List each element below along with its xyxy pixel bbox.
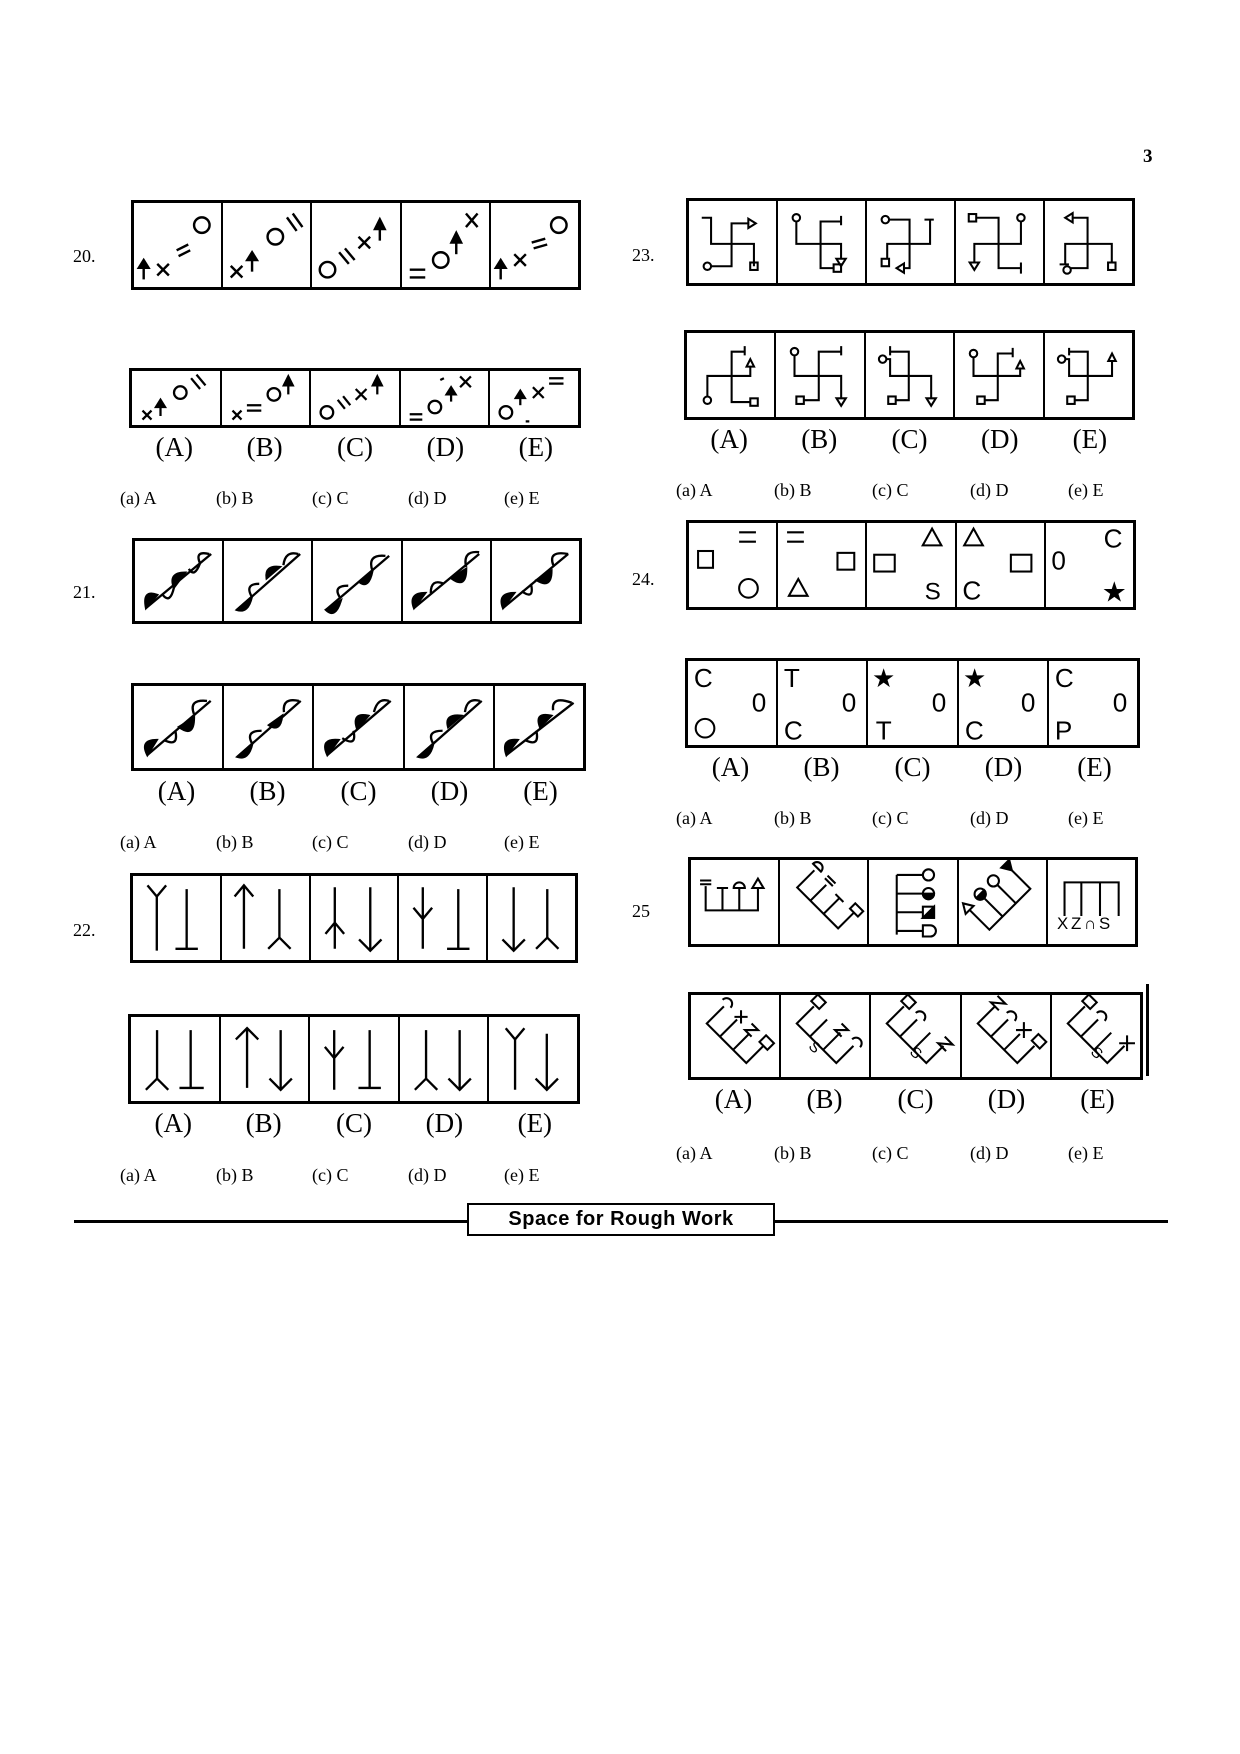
q22-problem-figure-3: [311, 876, 400, 960]
q23-problem-figure-5: [1045, 201, 1132, 283]
question-20-problem-figures: [131, 200, 581, 290]
svg-text:C: C: [1103, 523, 1123, 554]
option-d[interactable]: (d) D: [970, 808, 1009, 828]
q22-answer-figure-a[interactable]: [131, 1017, 221, 1101]
q23-answer-figure-c[interactable]: [866, 333, 955, 417]
q25-problem-figure-1: [691, 860, 780, 944]
q24-answer-figure-a[interactable]: [688, 661, 778, 745]
q25-answer-figure-c[interactable]: [871, 995, 961, 1077]
answer-letter-c: (C): [891, 424, 928, 454]
svg-text:★: ★: [1101, 577, 1127, 607]
q20-answer-letters: [129, 432, 581, 463]
svg-text:S: S: [906, 1044, 925, 1063]
option-b[interactable]: (b) B: [216, 832, 254, 852]
svg-text:0: 0: [932, 687, 947, 718]
q25-answer-figure-d[interactable]: [962, 995, 1052, 1077]
q20-answer-figure-d[interactable]: [401, 371, 491, 425]
answer-letter-a: (A): [154, 1108, 192, 1138]
q21-problem-figure-3: [313, 541, 402, 621]
q20-problem-figure-4: [402, 203, 491, 287]
q21-answer-figure-e[interactable]: [495, 686, 583, 768]
svg-text:0: 0: [1020, 687, 1035, 718]
option-d[interactable]: (d) D: [408, 832, 447, 852]
q23-answer-figure-d[interactable]: [955, 333, 1044, 417]
page-number: 3: [1143, 146, 1153, 167]
q25-answer-figure-a[interactable]: [691, 995, 781, 1077]
answer-letter-e: (E): [518, 432, 554, 462]
question-21-number: 21.: [73, 582, 96, 602]
question-21-problem-figures: [132, 538, 582, 624]
svg-text:0: 0: [841, 687, 857, 718]
answer-letter-a: (A): [714, 1084, 753, 1114]
q25-answer-options: [676, 1143, 1166, 1164]
q20-answer-figure-c[interactable]: [311, 371, 401, 425]
q21-answer-letters: [131, 776, 586, 807]
svg-text:P: P: [1054, 715, 1073, 745]
question-22-answer-figures: [128, 1014, 580, 1104]
option-a[interactable]: (a) A: [676, 480, 713, 500]
q24-problem-figure-2: [778, 523, 867, 607]
q25-letters-xzns: XZ∩S: [1056, 914, 1113, 934]
answer-letter-c: (C): [340, 776, 377, 806]
question-25-answer-figures: [688, 992, 1143, 1080]
option-c[interactable]: (c) C: [312, 832, 349, 852]
answer-letter-c: (C): [337, 432, 374, 462]
q23-problem-figure-3: [867, 201, 956, 283]
option-d[interactable]: (d) D: [970, 1143, 1009, 1163]
q22-answer-figure-d[interactable]: [400, 1017, 490, 1101]
question-23-problem-figures: [686, 198, 1135, 286]
q22-problem-figure-4: [399, 876, 488, 960]
question-25-number: 25: [632, 901, 650, 921]
answer-letter-a: (A): [155, 432, 193, 462]
answer-letter-e: (E): [1080, 1084, 1115, 1114]
option-e[interactable]: (e) E: [1068, 808, 1104, 828]
q25-problem-figure-5: [1048, 860, 1135, 944]
question-23-answer-figures: [684, 330, 1135, 420]
q21-answer-figure-a[interactable]: [134, 686, 224, 768]
q21-problem-figure-5: [492, 541, 579, 621]
answer-letter-a: (A): [711, 752, 750, 782]
q25-answer-figure-b[interactable]: [781, 995, 871, 1077]
answer-letter-c: (C): [894, 752, 931, 782]
q20-problem-figure-5: [491, 203, 578, 287]
answer-letter-b: (B): [245, 1108, 282, 1138]
option-a[interactable]: (a) A: [120, 832, 157, 852]
answer-letter-e: (E): [523, 776, 558, 806]
option-b[interactable]: (b) B: [774, 480, 812, 500]
svg-text:C: C: [693, 663, 713, 694]
answer-letter-b: (B): [803, 752, 840, 782]
question-24-problem-figures: [686, 520, 1136, 610]
question-20-number: 20.: [73, 246, 96, 266]
answer-letter-c: (C): [336, 1108, 373, 1138]
q20-answer-figure-a[interactable]: [132, 371, 222, 425]
q25-answer-figure-e[interactable]: [1052, 995, 1140, 1077]
option-e[interactable]: (e) E: [504, 1165, 540, 1185]
q21-answer-figure-b[interactable]: [224, 686, 314, 768]
answer-letter-e: (E): [1077, 752, 1112, 782]
answer-letter-c: (C): [897, 1084, 934, 1114]
q25-problem-figure-4: [959, 860, 1048, 944]
option-e[interactable]: (e) E: [504, 832, 540, 852]
svg-text:★: ★: [962, 664, 986, 694]
question-20-answer-figures: [129, 368, 581, 428]
option-b[interactable]: (b) B: [774, 808, 812, 828]
q22-answer-figure-e[interactable]: [489, 1017, 577, 1101]
option-e[interactable]: (e) E: [1068, 1143, 1104, 1163]
q24-answer-figure-d[interactable]: [959, 661, 1049, 745]
q21-problem-figure-2: [224, 541, 313, 621]
answer-letter-b: (B): [249, 776, 286, 806]
q25-answer-letters: [688, 1084, 1143, 1115]
q24-answer-figure-c[interactable]: [868, 661, 958, 745]
q25-edge-line: [1146, 984, 1149, 1076]
answer-letter-a: (A): [710, 424, 748, 454]
svg-text:★: ★: [872, 664, 896, 694]
question-25-problem-figures: [688, 857, 1138, 947]
option-c[interactable]: (c) C: [872, 480, 909, 500]
question-23-number: 23.: [632, 245, 655, 265]
q21-problem-figure-4: [403, 541, 492, 621]
q21-answer-figure-c[interactable]: [314, 686, 404, 768]
answer-letter-d: (D): [980, 424, 1019, 454]
q20-answer-figure-b[interactable]: [222, 371, 312, 425]
svg-text:S: S: [925, 578, 942, 606]
option-d[interactable]: (d) D: [408, 1165, 447, 1185]
q23-answer-letters: [684, 424, 1135, 455]
svg-text:T: T: [784, 663, 801, 694]
answer-letter-a: (A): [157, 776, 196, 806]
svg-text:S: S: [1086, 1044, 1106, 1063]
q22-problem-figure-1: [133, 876, 222, 960]
answer-letter-d: (D): [987, 1084, 1026, 1114]
q20-problem-figure-3: [312, 203, 401, 287]
q24-answer-options: [676, 808, 1166, 829]
question-24-number: 24.: [632, 569, 655, 589]
answer-letter-d: (D): [425, 1108, 464, 1138]
answer-letter-e: (E): [1072, 424, 1108, 454]
option-e[interactable]: (e) E: [1068, 480, 1104, 500]
svg-text:T: T: [876, 715, 893, 745]
q23-answer-figure-e[interactable]: [1045, 333, 1132, 417]
option-c[interactable]: (c) C: [872, 808, 909, 828]
q23-answer-options: [676, 480, 1166, 501]
q21-answer-figure-d[interactable]: [405, 686, 495, 768]
option-d[interactable]: (d) D: [970, 480, 1009, 500]
q22-problem-figure-2: [222, 876, 311, 960]
q24-answer-figure-b[interactable]: [778, 661, 868, 745]
question-22-number: 22.: [73, 920, 96, 940]
q23-answer-figure-a[interactable]: [687, 333, 776, 417]
option-a[interactable]: (a) A: [676, 808, 713, 828]
answer-letter-d: (D): [430, 776, 469, 806]
svg-text:S: S: [805, 1038, 824, 1058]
option-b[interactable]: (b) B: [774, 1143, 812, 1163]
option-c[interactable]: (c) C: [312, 488, 349, 508]
rough-work-label: Space for Rough Work: [467, 1203, 775, 1236]
q23-answer-figure-b[interactable]: [776, 333, 865, 417]
q24-answer-figure-e[interactable]: [1049, 661, 1137, 745]
question-22-problem-figures: [130, 873, 578, 963]
q20-problem-figure-1: [134, 203, 223, 287]
q20-answer-options: [120, 488, 600, 509]
answer-letter-b: (B): [806, 1084, 843, 1114]
option-c[interactable]: (c) C: [872, 1143, 909, 1163]
svg-text:C: C: [1054, 663, 1074, 694]
q22-answer-figure-c[interactable]: [310, 1017, 400, 1101]
q23-problem-figure-2: [778, 201, 867, 283]
question-24-answer-figures: [685, 658, 1140, 748]
q21-problem-figure-1: [135, 541, 224, 621]
option-a[interactable]: (a) A: [120, 488, 157, 508]
answer-letter-b: (B): [246, 432, 283, 462]
q24-answer-letters: [685, 752, 1140, 783]
svg-text:C: C: [784, 715, 803, 745]
q21-answer-options: [120, 832, 600, 853]
option-e[interactable]: (e) E: [504, 488, 540, 508]
q23-problem-figure-4: [956, 201, 1045, 283]
option-d[interactable]: (d) D: [408, 488, 447, 508]
q25-problem-figure-3: [869, 860, 958, 944]
option-b[interactable]: (b) B: [216, 488, 254, 508]
question-21-answer-figures: [131, 683, 586, 771]
svg-text:0: 0: [751, 687, 767, 718]
answer-letter-d: (D): [984, 752, 1023, 782]
q22-answer-figure-b[interactable]: [221, 1017, 311, 1101]
q20-problem-figure-2: [223, 203, 312, 287]
svg-text:C: C: [964, 715, 984, 745]
q24-problem-figure-5: [1046, 523, 1133, 607]
q22-problem-figure-5: [488, 876, 575, 960]
q23-problem-figure-1: [689, 201, 778, 283]
answer-letter-b: (B): [801, 424, 838, 454]
option-a[interactable]: (a) A: [676, 1143, 713, 1163]
q22-answer-options: [120, 1165, 600, 1186]
option-a[interactable]: (a) A: [120, 1165, 157, 1185]
q20-answer-figure-e[interactable]: [490, 371, 578, 425]
option-c[interactable]: (c) C: [312, 1165, 349, 1185]
svg-text:0: 0: [1051, 545, 1066, 576]
answer-letter-e: (E): [517, 1108, 553, 1138]
q22-answer-letters: [128, 1108, 580, 1139]
option-b[interactable]: (b) B: [216, 1165, 254, 1185]
q24-problem-figure-4: [957, 523, 1046, 607]
q25-problem-figure-2: [780, 860, 869, 944]
q24-problem-figure-3: [867, 523, 956, 607]
answer-letter-d: (D): [426, 432, 465, 462]
svg-text:C: C: [961, 575, 981, 606]
q24-problem-figure-1: [689, 523, 778, 607]
svg-text:0: 0: [1112, 687, 1128, 718]
